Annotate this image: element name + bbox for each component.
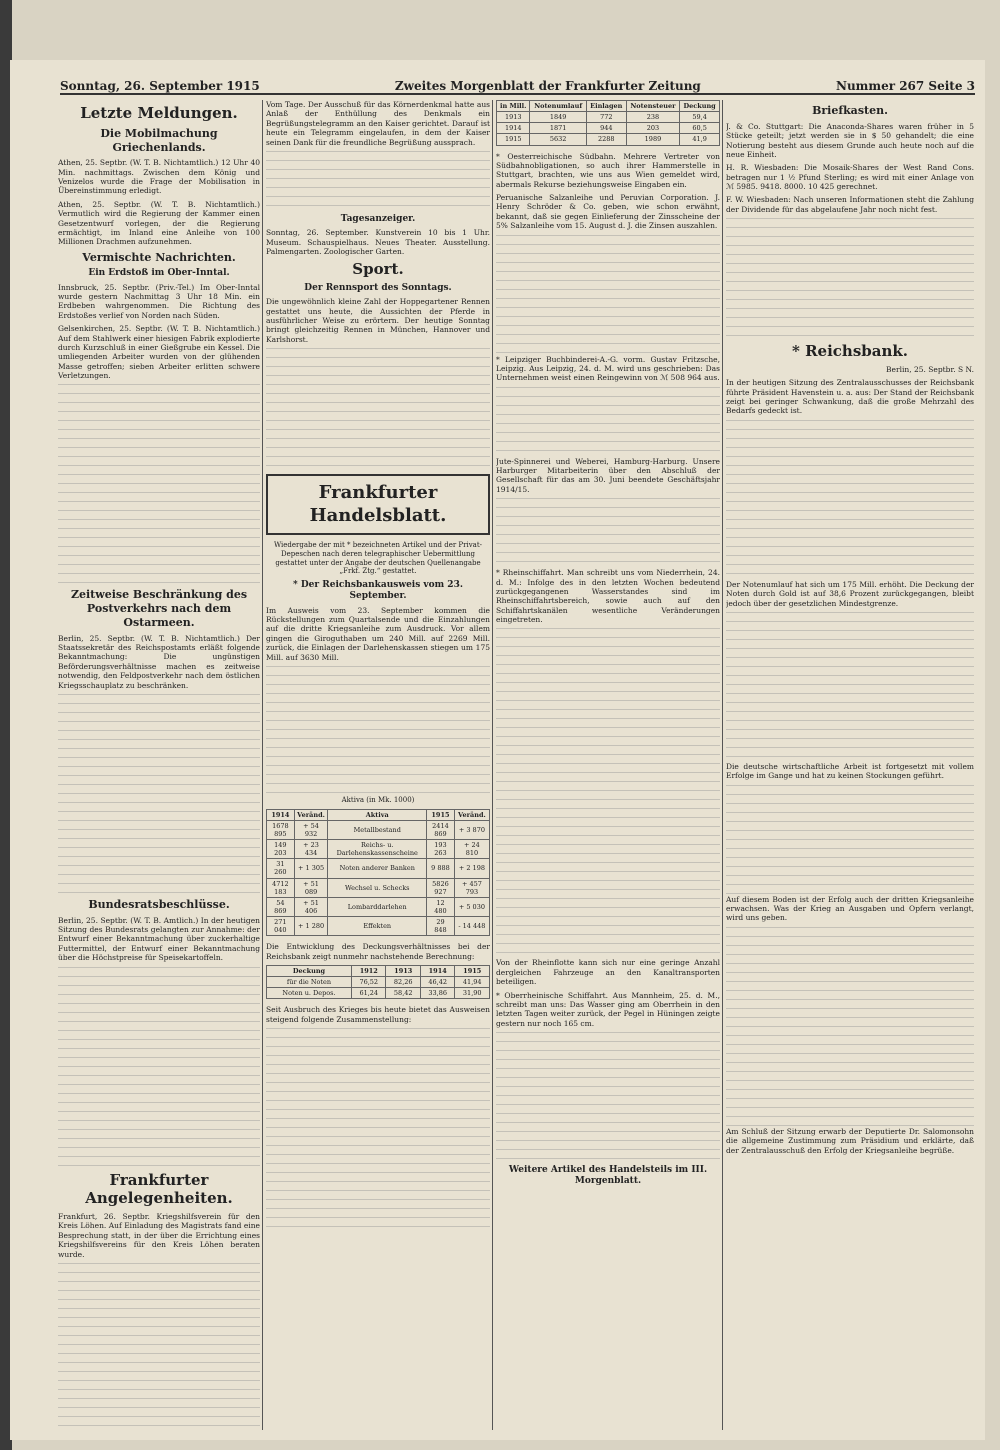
table-header-cell: 1915 [455, 966, 490, 977]
text-lines [266, 348, 490, 468]
article-text: Athen, 25. Septbr. (W. T. B. Nichtamtlich.) Vermutlich wird die Regierung der Kammer einen Gesetzentwurf vorlegen, der die Regierung ermächtigt, im Inland eine Anleihe von 100 Millionen Drachmen aufzunehmen. [58, 199, 260, 247]
table-header-cell: Deckung [267, 966, 352, 977]
table-cell: + 51 406 [294, 897, 328, 916]
text-lines [58, 967, 260, 1167]
table-cell: 12 480 [427, 897, 455, 916]
article-text: Seit Ausbruch des Krieges bis heute bietet das Ausweisen steigend folgende Zusammenstellung: [266, 1005, 490, 1024]
table-cell: - 14 448 [454, 917, 489, 936]
table-row [267, 977, 490, 988]
article-text: * Oberrheinische Schiffahrt. Aus Mannheim, 25. d. M., schreibt man uns: Das Wasser ging am Oberrhein in den letzten Tagen weiter zurück, der Pegel in Hüningen zeigte gestern nur noch 165 cm. [496, 990, 720, 1028]
table-cell: Metallbestand [328, 820, 427, 839]
table-cell: + 1 305 [294, 859, 328, 878]
text-lines [726, 218, 974, 338]
table-cell: Effekten [328, 917, 427, 936]
table-row [497, 123, 720, 134]
table-header-cell: Aktiva [328, 809, 427, 820]
table-header-cell: Notensteuer [626, 101, 680, 112]
article-text: In der heutigen Sitzung des Zentralausschusses der Reichsbank führte Präsident Havenstein u. a. aus: Der Stand der Reichsbank zeigt bei geringer Schwankung, daß die große Mehrzahl des Bedarfs gedeckt ist. [726, 378, 974, 416]
article-text: Am Schluß der Sitzung erwarb der Deputierte Dr. Salomonsohn die allgemeine Zustimmung zum Präsidium und erklärte, daß der Zentralausschuß den Erfolg der Kriegsanleihe begrüße. [726, 1126, 974, 1155]
section-heading: Briefkasten. [812, 104, 888, 117]
section-title: Letzte Meldungen. [80, 104, 238, 122]
column-rule [722, 100, 723, 1430]
text-lines [496, 498, 720, 568]
article-subheading: Der Rennsport des Sonntags. [304, 283, 452, 293]
table-cell: 46,42 [420, 977, 454, 988]
article-text: Peruanische Salzanleihe und Peruvian Corporation. J. Henry Schröder & Co. geben, wie schon erwähnt, bekannt, daß sie gegen Einlieferung der Zinsscheine der 5% Salzanleihe vom 15. August d. J. die Zinsen auszahlen. [496, 193, 720, 231]
table-cell: 54 869 [267, 897, 295, 916]
table-title: Aktiva (in Mk. 1000) [341, 795, 415, 804]
article-text: Vom Tage. Der Ausschuß für das Körnerdenkmal hatte aus Anlaß der Enthüllung des Denkmals ein Begrüßungstelegramm an den Kaiser gerichtet. Darauf ist heute ein Telegramm eingelaufen, in dem der Kaiser seinen Dank für die freundliche Begrüßung aussprach. [266, 100, 490, 147]
table-cell: 2414 869 [427, 820, 455, 839]
article-text: Der Notenumlauf hat sich um 175 Mill. erhöht. Die Deckung der Noten durch Gold ist auf 38,6 Prozent zurückgegangen, bleibt jedoch über der gesetzlichen Mindestgrenze. [726, 579, 974, 608]
text-lines [496, 628, 720, 958]
table-cell: 29 848 [427, 917, 455, 936]
continuation-note: Weitere Artikel des Handelsteils im III. Morgenblatt. [508, 1165, 708, 1187]
text-lines [266, 1028, 490, 1228]
text-lines [496, 235, 720, 355]
table-header-cell: 1912 [352, 966, 386, 977]
table-header-cell: Notenumlauf [530, 101, 587, 112]
article-text: Im Ausweis vom 23. September kommen die Rückstellungen zum Quartalsende und die Einzahlungen auf die dritte Kriegsanleihe zum Ausdruck. Vor allem gingen die Giroguthaben um 240 Mill. auf 2269 Mill. zurück, die Einlagen der Darlehenskassen stiegen um 175 Mill. auf 3630 Mill. [266, 605, 490, 662]
table-header-cell: Veränd. [454, 809, 489, 820]
column-local-sport-trade [266, 100, 490, 1430]
header-number: Nummer 267 Seite 3 [835, 79, 975, 93]
table-header-cell: in Mill. [497, 101, 530, 112]
reichsbank-table [266, 809, 490, 937]
article-text: Gelsenkirchen, 25. Septbr. (W. T. B. Nichtamtlich.) Auf dem Stahlwerk einer hiesigen Fabrik explodierte durch Kurzschluß in einer Gießgrube ein Kessel. Die umliegenden Arbeiter wurden von der glühenden Masse getroffen; sieben Arbeiter erlitten schwere Verletzungen. [58, 324, 260, 380]
section-heading: Bundesratsbeschlüsse. [88, 897, 230, 911]
section-heading: Zeitweise Beschränkung des Postverkehrs nach dem Ostarmeen. [70, 588, 248, 629]
article-heading: Die Mobilmachung Griechenlands. [100, 126, 218, 154]
article-text: J. & Co. Stuttgart: Die Anaconda-Shares waren früher in 5 Stücke geteilt; jetzt werden sie in $ 50 gehandelt; die eine Notierung besteht aus diesem Grunde auch heute noch auf die neue Einheit. [726, 121, 974, 159]
text-lines [726, 420, 974, 580]
column-letters-reichsbank [726, 100, 974, 1430]
section-title: * Reichsbank. [792, 342, 908, 361]
article-text: Innsbruck, 25. Septbr. (Priv.-Tel.) Im Ober-Inntal wurde gestern Nachmittag 3 Uhr 18 Min. ein Erdbeben wahrgenommen. Die Richtung des Erdstoßes verlief von Norden nach Süden. [58, 282, 260, 320]
article-subheading: Ein Erdstoß im Ober-Inntal. [88, 268, 230, 279]
section-heading: Vermischte Nachrichten. [82, 250, 236, 264]
table-cell: 2288 [586, 134, 626, 145]
table-cell: 944 [586, 123, 626, 134]
table-cell: 1989 [626, 134, 680, 145]
table-cell: 271 040 [267, 917, 295, 936]
table-cell: 61,24 [352, 988, 386, 999]
column-rule [492, 100, 493, 1430]
table-cell: 193 263 [427, 840, 455, 859]
table-cell: für die Noten [267, 977, 352, 988]
table-row [497, 112, 720, 123]
table-header-cell: Veränd. [294, 809, 328, 820]
article-text: * Leipziger Buchbinderei-A.-G. vorm. Gustav Fritzsche, Leipzig. Aus Leipzig, 24. d. M. wird uns geschrieben: Das Unternehmen weist einen Reingewinn von ℳ 508 964 aus. [496, 354, 720, 383]
article-text: Die ungewöhnlich kleine Zahl der Hoppegartener Rennen gestattet uns heute, die Aussichten der Pferde in ausführlicher Weise zu erörtern. Der heutige Sonntag bringt gleichzeitig Rennen in München, Hannover und Karlshorst. [266, 297, 490, 344]
table-cell: Noten anderer Banken [328, 859, 427, 878]
table-cell: + 2 198 [454, 859, 489, 878]
table-cell: 1913 [497, 112, 530, 123]
dateline: Berlin, 25. Septbr. S N. [886, 364, 974, 374]
deckung-table [266, 965, 490, 999]
table-cell: 1871 [530, 123, 587, 134]
table-cell: Noten u. Depos. [267, 988, 352, 999]
header-date: Sonntag, 26. September 1915 [60, 79, 260, 93]
article-text: * Oesterreichische Südbahn. Mehrere Vertreter von Südbahnobligationen, so auch ihrer Hammerstelle in Stuttgart, brachten, wie uns aus Wien gemeldet wird, abermals Rekurse beziehungsweise Eingaben ein. [496, 151, 720, 189]
table-cell: 1915 [497, 134, 530, 145]
table-header-cell: Deckung [680, 101, 720, 112]
handelsblatt-title: Frankfurter Handelsblatt. [266, 474, 490, 535]
table-row [267, 897, 490, 916]
table-cell: 5826 927 [427, 878, 455, 897]
table-header-cell: 1914 [267, 809, 295, 820]
table-cell: + 54 932 [294, 820, 328, 839]
table-cell: 58,42 [386, 988, 420, 999]
table-cell: + 3 870 [454, 820, 489, 839]
table-cell: 149 203 [267, 840, 295, 859]
text-lines [58, 1263, 260, 1430]
table-cell: + 457 793 [454, 878, 489, 897]
table-cell: 772 [586, 112, 626, 123]
article-text: Berlin, 25. Septbr. (W. T. B. Amtlich.) In der heutigen Sitzung des Bundesrats gelangten zur Annahme: der Entwurf einer Bekanntmachung über zuckerhaltige Futtermittel, der Entwurf einer Bekanntmachung über die Höchstpreise für Speisekartoffeln. [58, 915, 260, 963]
table-cell: 41,94 [455, 977, 490, 988]
article-text: Frankfurt, 26. Septbr. Kriegshilfsverein für den Kreis Löhen. Auf Einladung des Magistrats fand eine Besprechung statt, in der über die Errichtung eines Kriegshilfsvereins für den Kreis Löhen beraten wurde. [58, 1212, 260, 1259]
article-text: Die Entwicklung des Deckungsverhältnisses bei der Reichsbank zeigt nunmehr nachstehende Berechnung: [266, 942, 490, 961]
table-cell: 41,9 [680, 134, 720, 145]
table-row [497, 134, 720, 145]
article-text: Die deutsche wirtschaftliche Arbeit ist fortgesetzt mit vollem Erfolge im Gange und hat zu keinen Stockungen geführt. [726, 761, 974, 781]
text-lines [58, 694, 260, 894]
article-text: Von der Rheinflotte kann sich nur eine geringe Anzahl dergleichen Fahrzeuge an den Kanaltransporten beteiligen. [496, 958, 720, 987]
schedule-text: Sonntag, 26. September. Kunstverein 10 bis 1 Uhr. Museum. Schauspielhaus. Neues Theater. Ausstellung. Palmengarten. Zoologischer Garten. [266, 228, 490, 256]
table-header-cell: 1914 [420, 966, 454, 977]
table-cell: + 51 089 [294, 878, 328, 897]
table-cell: 4712 183 [267, 878, 295, 897]
article-text: F. W. Wiesbaden: Nach unseren Informationen steht die Zahlung der Dividende für das abgelaufene Jahr noch nicht fest. [726, 195, 974, 214]
text-lines [726, 927, 974, 1127]
table-cell: + 23 434 [294, 840, 328, 859]
table-cell: 33,86 [420, 988, 454, 999]
table-row [267, 820, 490, 839]
column-trade-news [496, 100, 720, 1430]
table-cell: Lombarddarlehen [328, 897, 427, 916]
text-lines [266, 666, 490, 796]
section-title: Frankfurter Angelegenheiten. [85, 1170, 233, 1208]
table-header-cell: 1913 [386, 966, 420, 977]
table-row [267, 840, 490, 859]
table-cell: 59,4 [680, 112, 720, 123]
table-cell: + 5 030 [454, 897, 489, 916]
table-cell: 1678 895 [267, 820, 295, 839]
table-cell: 203 [626, 123, 680, 134]
section-title: Sport. [352, 260, 404, 279]
table-cell: 82,26 [386, 977, 420, 988]
article-text: Jute-Spinnerei und Weberei, Hamburg-Harburg. Unsere Harburger Mitarbeiterin über den Abschluß der Gesellschaft für das am 30. Juni beendete Geschäftsjahr 1914/15. [496, 456, 720, 494]
table-cell: 60,5 [680, 123, 720, 134]
notenumlauf-table [496, 100, 720, 146]
table-cell: 238 [626, 112, 680, 123]
page-header [60, 73, 975, 95]
article-text: * Rheinschiffahrt. Man schreibt uns vom Niederrhein, 24. d. M.: Infolge des in den letzten Wochen bedeutend zurückgegangenen Wasserstandes sind im Rheinschiffahrtsbereich, sowie auch auf den Schiffahrtskanälen wesentliche Veränderungen eingetreten. [496, 568, 720, 624]
table-cell: 5632 [530, 134, 587, 145]
table-cell: + 24 810 [454, 840, 489, 859]
table-cell: 31,90 [455, 988, 490, 999]
table-row [267, 917, 490, 936]
text-lines [58, 384, 260, 584]
table-header-cell: Einlagen [586, 101, 626, 112]
article-heading: * Der Reichsbankausweis vom 23. September. [293, 580, 463, 602]
text-lines [266, 151, 490, 211]
table-cell: 1849 [530, 112, 587, 123]
text-lines [726, 612, 974, 762]
table-cell: + 1 280 [294, 917, 328, 936]
table-cell: 1914 [497, 123, 530, 134]
table-row [267, 988, 490, 999]
text-lines [726, 785, 974, 895]
table-cell: 9 888 [427, 859, 455, 878]
handelsblatt-notice: Wiedergabe der mit * bezeichneten Artikel und der Privat-Depeschen nach deren telegraphischer Uebermittlung gestattet unter der Angabe der deutschen Quellenangabe „Frkf. Ztg.“ gestattet. [273, 541, 483, 576]
table-row [267, 878, 490, 897]
table-header-cell: 1915 [427, 809, 455, 820]
table-cell: Reichs- u. Darlehenskassenscheine [328, 840, 427, 859]
table-cell: 76,52 [352, 977, 386, 988]
table-cell: Wechsel u. Schecks [328, 878, 427, 897]
table-cell: 31 260 [267, 859, 295, 878]
article-text: Berlin, 25. Septbr. (W. T. B. Nichtamtlich.) Der Staatssekretär des Reichspostamts erläßt folgende Bekanntmachung: Die ungünstigen Beförderungsverhältnisse machen es zeitweise notwendig, den Feldpostverkehr nach dem östlichen Kriegsschauplatz zu beschränken. [58, 633, 260, 690]
article-subheading: Tagesanzeiger. [340, 213, 416, 224]
article-text: H. R. Wiesbaden: Die Mosaik-Shares der West Rand Cons. betragen nur 1 ½ Pfund Sterling; es wird mit einer Anlage von ℳ 5985. 9418. 8000. 10 425 gerechnet. [726, 163, 974, 191]
table-row [267, 859, 490, 878]
text-lines [496, 1032, 720, 1162]
text-lines [496, 387, 720, 457]
column-rule [262, 100, 263, 1430]
column-latest-news [58, 100, 260, 1430]
article-text: Auf diesem Boden ist der Erfolg auch der dritten Kriegsanleihe erwachsen. Was der Krieg an Ausgaben und Opfern verlangt, wird uns geben. [726, 894, 974, 923]
header-edition: Zweites Morgenblatt der Frankfurter Zeitung [394, 79, 701, 93]
article-text: Athen, 25. Septbr. (W. T. B. Nichtamtlich.) 12 Uhr 40 Min. nachmittags. Zwischen dem König und Venizelos wurde die Frage der Mobilisation in Übereinstimmung erledigt. [58, 158, 260, 196]
